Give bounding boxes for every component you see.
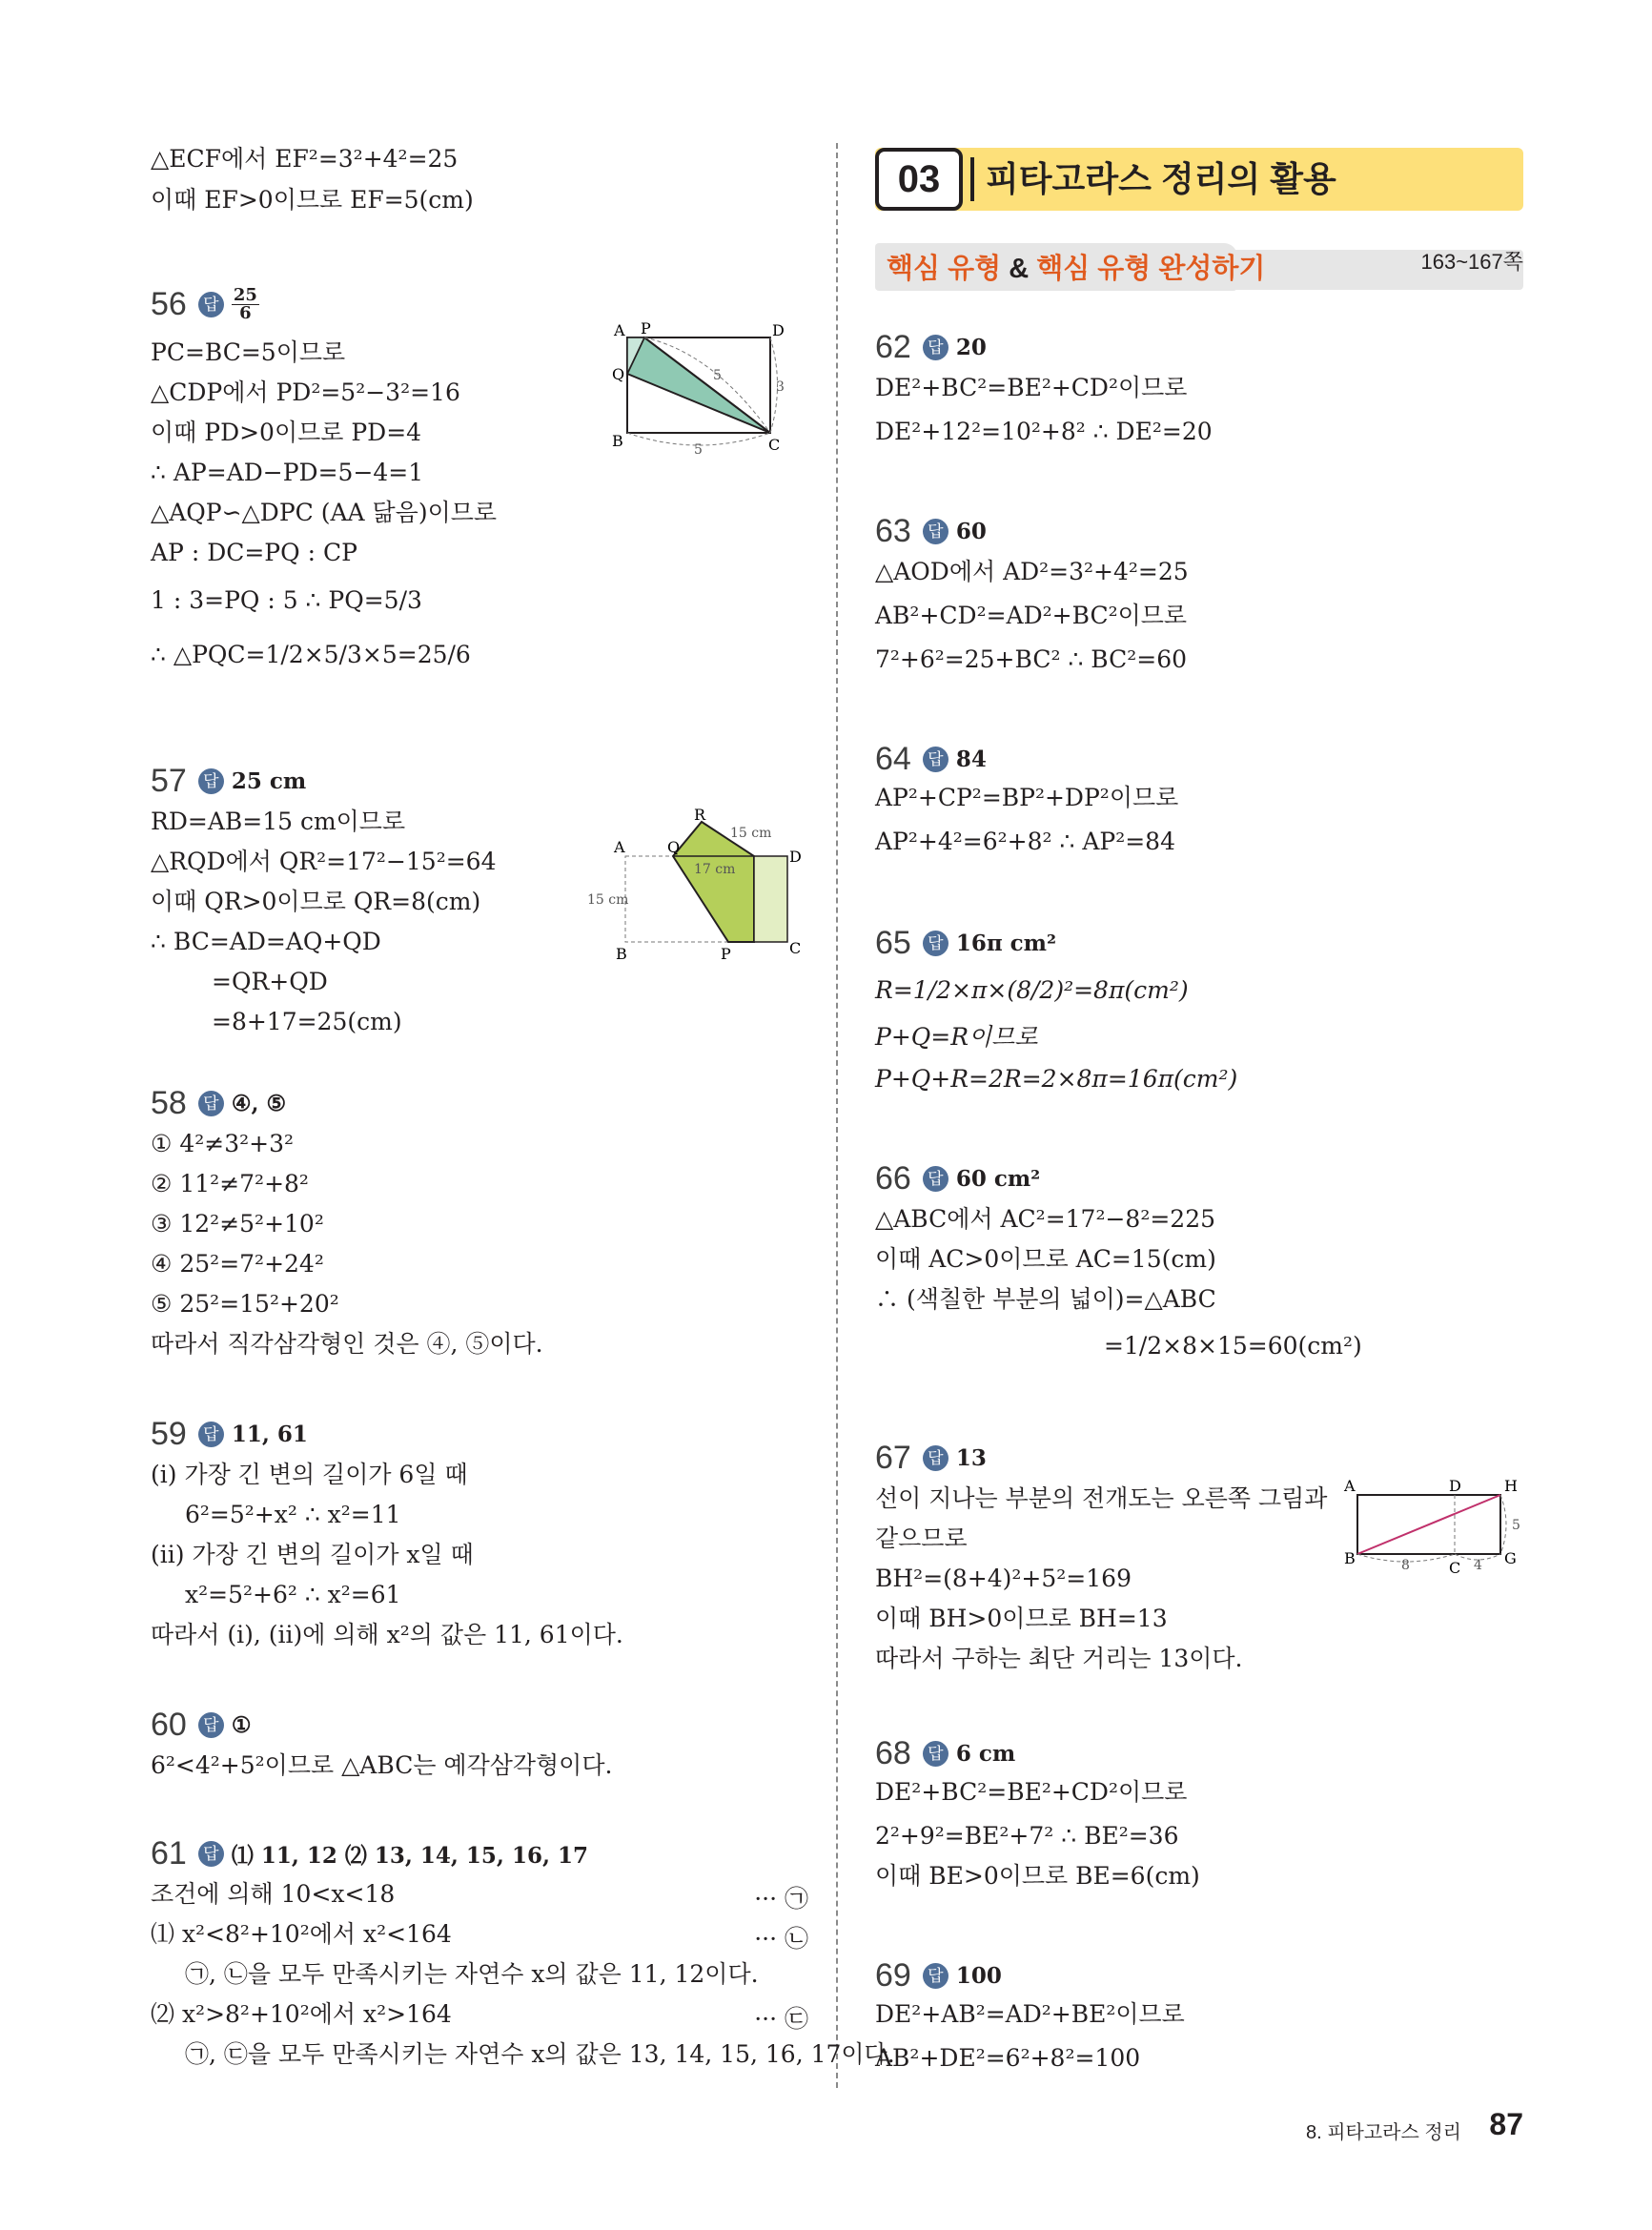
text-line: 따라서 직각삼각형인 것은 ④, ⑤이다.	[151, 1330, 543, 1358]
text-line: 1 : 3=PQ : 5 ∴ PQ=5/3	[151, 586, 422, 614]
problem-number: 60	[151, 1707, 187, 1743]
label-d: D	[789, 848, 802, 866]
text-line: △AQP∽△DPC (AA 닮음)이므로	[151, 499, 498, 526]
text-line: ④ 25²=7²+24²	[151, 1250, 324, 1278]
problem-number: 69	[875, 1957, 911, 1994]
problem-number: 66	[875, 1160, 911, 1197]
text-line: AP : DC=PQ : CP	[151, 539, 357, 566]
answer-text: 13	[955, 1445, 987, 1471]
text-line: △ABC에서 AC²=17²−8²=225	[875, 1205, 1216, 1233]
text-line: AP²+CP²=BP²+DP²이므로	[875, 784, 1179, 811]
text-line: (i) 가장 긴 변의 길이가 6일 때	[151, 1461, 468, 1488]
label-a: A	[614, 838, 625, 856]
footer-chapter: 8. 피타고라스 정리	[1305, 2122, 1461, 2143]
sub-header-part2: 핵심 유형 완성하기	[1036, 254, 1266, 284]
label-p: P	[721, 945, 731, 963]
label-a: A	[614, 321, 625, 339]
text-line: =8+17=25(cm)	[212, 1008, 402, 1035]
text-line: AB²+CD²=AD²+BC²이므로	[875, 602, 1188, 629]
text-line: DE²+12²=10²+8² ∴ DE²=20	[875, 418, 1213, 445]
condition-mark: ··· ㉢	[754, 2005, 808, 2033]
label-q: Q	[612, 365, 625, 383]
text-line: 이때 EF>0이므로 EF=5(cm)	[151, 186, 474, 214]
problem-header	[151, 1085, 286, 1122]
label-17cm: 17 cm	[694, 862, 736, 877]
answer-text: ⑴ 11, 12 ⑵ 13, 14, 15, 16, 17	[231, 1843, 588, 1869]
text-line: ⑤ 25²=15²+20²	[151, 1290, 339, 1318]
label-d: D	[1449, 1477, 1461, 1495]
figure-56	[608, 319, 785, 458]
problem-header	[875, 925, 1056, 962]
text-line: ③ 12²≠5²+10²	[151, 1210, 324, 1238]
text-line: DE²+BC²=BE²+CD²이므로	[875, 1778, 1188, 1806]
text-line: △AOD에서 AD²=3²+4²=25	[875, 558, 1189, 585]
label-b: B	[616, 945, 627, 963]
text-line: P+Q=R이므로	[875, 1023, 1038, 1051]
text-line: ⑴ x²<8²+10²에서 x²<164	[151, 1920, 452, 1948]
problem-header	[151, 763, 306, 800]
column-divider	[836, 143, 838, 2088]
text-line: PC=BC=5이므로	[151, 338, 346, 366]
answer-text: 100	[955, 1963, 1002, 1989]
text-line: △ECF에서 EF²=3²+4²=25	[151, 145, 459, 173]
problem-header	[875, 1957, 1002, 1995]
label-c: C	[768, 436, 781, 454]
text-line: P+Q+R=2R=2×8π=16π(cm²)	[875, 1065, 1238, 1093]
answer-text: 20	[955, 335, 987, 360]
text-line: △CDP에서 PD²=5²−3²=16	[151, 378, 460, 406]
answer-fraction	[232, 287, 259, 322]
text-line: 이때 PD>0이므로 PD=4	[151, 419, 422, 446]
label-a: A	[1344, 1477, 1356, 1495]
answer-denominator: 6	[239, 303, 252, 323]
label-length-5: 5	[694, 442, 703, 458]
answer-badge: 답	[198, 292, 224, 317]
label-length-3: 3	[776, 379, 785, 395]
figure-57	[587, 806, 806, 972]
text-line: 따라서 (i), (ii)에 의해 x²의 값은 11, 61이다.	[151, 1621, 623, 1648]
answer-badge: 답	[923, 519, 948, 544]
problem-number: 56	[151, 286, 187, 322]
text-line: △RQD에서 QR²=17²−15²=64	[151, 848, 497, 875]
problem-number: 58	[151, 1085, 187, 1121]
sub-header-part1: 핵심 유형	[887, 254, 1002, 284]
text-line: =1/2×8×15=60(cm²)	[1104, 1332, 1362, 1360]
text-line: 2²+9²=BE²+7² ∴ BE²=36	[875, 1822, 1179, 1850]
problem-number: 67	[875, 1440, 911, 1476]
text-line: 선이 지나는 부분의 전개도는 오른쪽 그림과	[875, 1484, 1328, 1512]
text-line: ⑵ x²>8²+10²에서 x²>164	[151, 2000, 452, 2028]
label-length-4: 4	[1474, 1558, 1482, 1573]
problem-header	[875, 1735, 1015, 1772]
answer-text: ④, ⑤	[231, 1091, 287, 1116]
problem-header	[151, 1416, 308, 1453]
text-line: 이때 BH>0이므로 BH=13	[875, 1605, 1168, 1632]
answer-text: 84	[955, 747, 987, 772]
text-line: 6²=5²+x² ∴ x²=11	[185, 1501, 401, 1528]
answer-badge: 답	[923, 747, 948, 772]
problem-header	[151, 1707, 251, 1744]
answer-badge: 답	[198, 1841, 224, 1867]
text-line: 이때 AC>0이므로 AC=15(cm)	[875, 1245, 1216, 1273]
problem-header	[875, 329, 987, 366]
label-b: B	[1344, 1549, 1356, 1567]
text-line: ∴ (색칠한 부분의 넓이)=△ABC	[875, 1285, 1216, 1313]
problem-header	[875, 513, 987, 550]
text-line: 따라서 구하는 최단 거리는 13이다.	[875, 1645, 1243, 1672]
problem-header	[875, 741, 987, 778]
problem-header	[875, 1160, 1040, 1197]
problem-header	[151, 286, 259, 323]
text-line: ① 4²≠3²+3²	[151, 1130, 295, 1157]
answer-text: 25 cm	[231, 768, 307, 794]
text-line: 6²<4²+5²이므로 △ABC는 예각삼각형이다.	[151, 1751, 613, 1779]
problem-number: 63	[875, 513, 911, 549]
text-line: RD=AB=15 cm이므로	[151, 808, 406, 835]
text-line: ∴ AP=AD−PD=5−4=1	[151, 459, 424, 486]
shaded-triangle-pqc	[627, 338, 770, 433]
answer-badge: 답	[923, 931, 948, 956]
answer-badge: 답	[923, 1166, 948, 1192]
text-line: ㉠, ㉢을 모두 만족시키는 자연수 x의 값은 13, 14, 15, 16, 17이다.	[185, 2040, 895, 2068]
segment-bh	[1357, 1495, 1500, 1554]
answer-text: 60 cm²	[955, 1166, 1041, 1192]
text-line: ∴ BC=AD=AQ+QD	[151, 928, 381, 955]
section-title: 피타고라스 정리의 활용	[986, 159, 1336, 198]
condition-mark: ··· ㉡	[754, 1925, 808, 1953]
page-number: 87	[1489, 2107, 1523, 2141]
problem-number: 59	[151, 1416, 187, 1452]
label-length-5: 5	[1512, 1518, 1520, 1533]
answer-badge: 답	[923, 1963, 948, 1989]
answer-text: 16π cm²	[955, 931, 1057, 956]
problem-number: 57	[151, 763, 187, 799]
label-length-8: 8	[1401, 1558, 1410, 1573]
figure-67	[1340, 1478, 1531, 1583]
answer-text: 6 cm	[955, 1741, 1016, 1767]
label-d: D	[772, 321, 785, 339]
text-line: 같으므로	[875, 1524, 968, 1552]
label-15cm: 15 cm	[730, 826, 772, 841]
text-line: 7²+6²=25+BC² ∴ BC²=60	[875, 645, 1188, 673]
page-range: 163~167쪽	[1420, 250, 1523, 274]
text-line: DE²+AB²=AD²+BE²이므로	[875, 2000, 1185, 2028]
label-c: C	[789, 939, 802, 957]
text-line: (ii) 가장 긴 변의 길이가 x일 때	[151, 1541, 474, 1568]
problem-number: 62	[875, 329, 911, 365]
label-q: Q	[667, 838, 681, 856]
answer-badge: 답	[198, 768, 224, 794]
label-15cm: 15 cm	[587, 892, 629, 908]
answer-badge: 답	[923, 1445, 948, 1471]
section-divider-bar	[970, 157, 974, 201]
answer-text: 11, 61	[231, 1422, 308, 1447]
section-header	[875, 148, 1523, 211]
label-p: P	[641, 319, 651, 338]
text-line: 이때 BE>0이므로 BE=6(cm)	[875, 1862, 1200, 1890]
answer-text: 60	[955, 519, 987, 544]
text-line: BH²=(8+4)²+5²=169	[875, 1565, 1132, 1592]
answer-badge: 답	[923, 335, 948, 360]
problem-number: 61	[151, 1835, 187, 1872]
text-line: =QR+QD	[212, 968, 328, 995]
label-b: B	[612, 432, 623, 450]
label-c: C	[1449, 1559, 1461, 1577]
answer-badge: 답	[923, 1741, 948, 1767]
right-strip	[754, 856, 787, 942]
problem-header	[875, 1440, 987, 1477]
sub-header-label	[887, 250, 1265, 288]
problem-number: 68	[875, 1735, 911, 1771]
answer-text: ①	[231, 1712, 252, 1738]
text-line: 조건에 의해 10<x<18	[151, 1880, 396, 1908]
label-length-5: 5	[713, 368, 722, 383]
section-number: 03	[875, 148, 963, 211]
sub-header-amp: &	[1009, 254, 1030, 284]
label-r: R	[694, 806, 706, 824]
condition-mark: ··· ㉠	[754, 1885, 808, 1913]
label-g: G	[1504, 1549, 1517, 1567]
answer-numerator: 25	[233, 285, 257, 305]
problem-number: 64	[875, 741, 911, 777]
text-line: x²=5²+6² ∴ x²=61	[185, 1581, 401, 1608]
text-line: ㉠, ㉡을 모두 만족시키는 자연수 x의 값은 11, 12이다.	[185, 1960, 759, 1988]
text-line: DE²+BC²=BE²+CD²이므로	[875, 374, 1188, 401]
answer-badge: 답	[198, 1712, 224, 1738]
problem-header	[151, 1835, 588, 1872]
text-line: ∴ △PQC=1/2×5/3×5=25/6	[151, 641, 471, 668]
text-line: AB²+DE²=6²+8²=100	[875, 2044, 1141, 2072]
label-h: H	[1504, 1477, 1518, 1495]
text-line: ② 11²≠7²+8²	[151, 1170, 309, 1197]
text-line: R=1/2×π×(8/2)²=8π(cm²)	[875, 976, 1189, 1004]
text-line: 이때 QR>0이므로 QR=8(cm)	[151, 888, 481, 915]
problem-number: 65	[875, 925, 911, 961]
text-line: AP²+4²=6²+8² ∴ AP²=84	[875, 828, 1175, 855]
answer-badge: 답	[198, 1091, 224, 1116]
answer-badge: 답	[198, 1422, 224, 1447]
